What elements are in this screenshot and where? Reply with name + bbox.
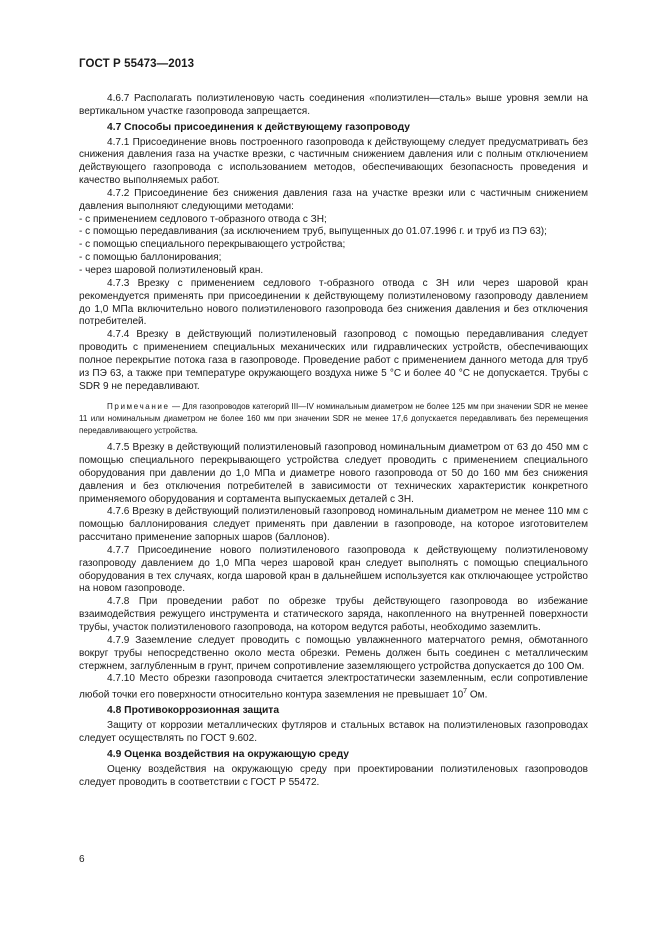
paragraph-4-9: Оценку воздействия на окружающую среду при проектировании полиэтиленовых газопроводов следует проводить в соответствии с ГОСТ Р 55472. — [79, 763, 588, 788]
paragraph-4-7-9: 4.7.9 Заземление следует проводить с помощью увлажненного матерчатого ремня, обмотанного вокруг трубы непосредственно около места обрезки. Ремень должен быть соединен с металлическим стержнем, заглубленным в грунт, причем сопротивление заземляющего устройства допускается до 100 Ом. — [79, 634, 588, 672]
paragraph-4-7-7: 4.7.7 Присоединение нового полиэтиленового газопровода к действующему полиэтиленовому газопроводу давлением до 1,0 МПа через шаровой кран следует выполнять с помощью специального оборудования в тех случаях, когда шаровой кран в дальнейшем используется как отключающее устройство на новом газопроводе. — [79, 544, 588, 595]
note-text: — Для газопроводов категорий III—IV номинальным диаметром не более 125 мм при значении SDR не менее 11 или номинальным диаметром не более 160 мм при значении SDR не менее 17,6 допускается передавливать без перемещения передавливающего устройства. — [79, 402, 588, 435]
paragraph-4-7-1: 4.7.1 Присоединение вновь построенного газопровода к действующему следует предусматривать без снижения давления газа на участке врезки, с частичным снижением давления или с полным отключением действующего газопровода с использованием методов, обеспечивающих безопасность проведения и качество выполняемых работ. — [79, 136, 588, 187]
paragraph-4-7-4: 4.7.4 Врезку в действующий полиэтиленовый газопровод с помощью передавливания следует проводить с применением специальных механических или гидравлических устройств, обеспечивающих полное перекрытие потока газа в газопроводе. Проведение работ с применением данного метода для труб из ПЭ 63, а также при температуре окружающего воздуха ниже 5 °С и более 40 °С не допускается. Трубы с SDR 9 не передавливают. — [79, 329, 588, 392]
list-item: - с применением седлового т-образного отвода с ЗН; — [79, 213, 327, 225]
document-body — [79, 93, 588, 789]
page-number: 6 — [79, 854, 85, 865]
list-item: - с помощью баллонирования; — [79, 252, 222, 264]
p4710-sup: 7 — [463, 688, 468, 696]
page-header: ГОСТ Р 55473—2013 — [79, 58, 195, 70]
list-item: - с помощью специального перекрывающего устройства; — [79, 239, 346, 251]
list-item: - через шаровой полиэтиленовый кран. — [79, 264, 264, 276]
list-item: - с помощью передавливания (за исключением труб, выпущенных до 01.07.1996 г. и труб из ПЭ 63); — [79, 226, 547, 238]
p4710-text: 4.7.10 Место обрезки газопровода считается электростатически заземленным, если сопротивление любой точки его поверхности относительно контура заземления не превышает 10 — [79, 673, 588, 701]
paragraph-4-7-6: 4.7.6 Врезку в действующий полиэтиленовый газопровод номинальным диаметром не менее 110 мм с помощью баллонирования следует применять при давлении в газопроводе, на которое изготовителем рассчитано применение запорных шаров (баллонов). — [79, 506, 588, 544]
note-label: Примечание — [107, 402, 170, 412]
p4710-tail: Ом. — [467, 689, 488, 701]
note — [79, 401, 588, 436]
paragraph-4-7-2: 4.7.2 Присоединение без снижения давления газа на участке врезки или с частичным снижением давления выполняют следующими методами: — [79, 187, 588, 212]
paragraph-4-7-10 — [79, 673, 588, 702]
paragraph-4-8: Защиту от коррозии металлических футляров и стальных вставок на полиэтиленовых газопроводах следует осуществлять по ГОСТ 9.602. — [79, 720, 588, 745]
paragraph-4-7-3: 4.7.3 Врезку с применением седлового т-образного отвода с ЗН или через шаровой кран рекомендуется применять при присоединении к действующему полиэтиленовому газопроводу давлением до 1,0 МПа включительно нового полиэтиленового газопровода без снижения давления и без отключения потребителей. — [79, 277, 588, 328]
paragraph-4-7-5: 4.7.5 Врезку в действующий полиэтиленовый газопровод номинальным диаметром от 63 до 450 мм с помощью специального перекрывающего устройства следует проводить с применением специального оборудования при давлении до 1,0 МПа и диаметре нового газопровода от 50 до 160 мм без снижения давления и без отключения потребителей в зависимости от технических характеристик конкретного применяемого оборудования и сортамента выпускаемых деталей с ЗН. — [79, 442, 588, 505]
section-heading-4-7: 4.7 Способы присоединения к действующему газопроводу — [107, 121, 410, 133]
paragraph-4-6-7: 4.6.7 Располагать полиэтиленовую часть соединения «полиэтилен—сталь» выше уровня земли на вертикальном участке газопровода запрещается. — [79, 93, 588, 117]
section-heading-4-9: 4.9 Оценка воздействия на окружающую среду — [107, 748, 349, 760]
paragraph-4-7-8: 4.7.8 При проведении работ по обрезке трубы действующего газопровода во избежание взаимодействия режущего инструмента и статического заряда, накопленного на внутренней поверхности трубы, участок полиэтиленового газопровода, на котором ведутся работы, необходимо заземлить. — [79, 596, 588, 633]
section-heading-4-8: 4.8 Противокоррозионная защита — [107, 705, 280, 717]
